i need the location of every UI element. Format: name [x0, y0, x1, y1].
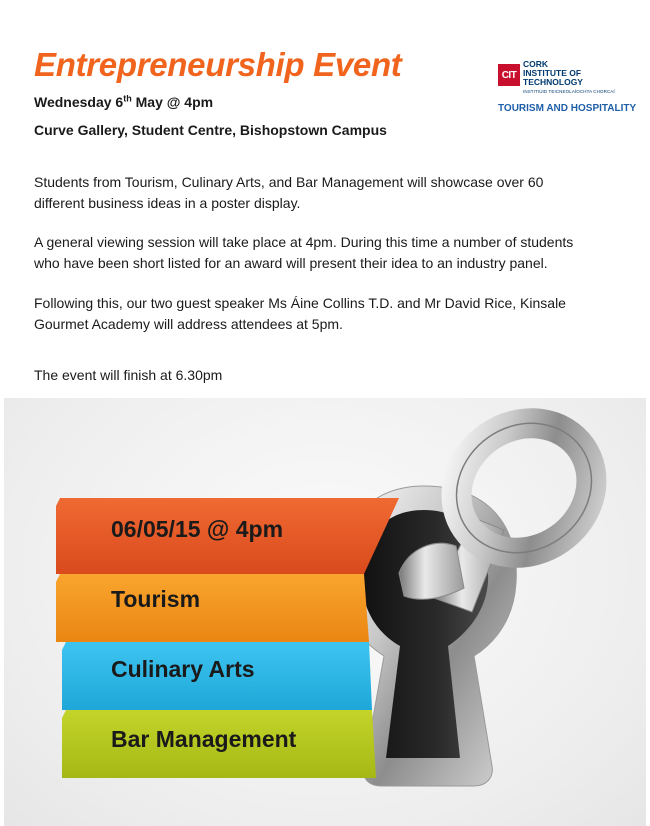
cit-logo-irish-name: INSTITIÚID TEICNEOLAÍOCHTA CHORCAÍ: [523, 89, 615, 94]
date-day: Wednesday 6: [34, 94, 124, 110]
paragraph-speakers: Following this, our two guest speaker Ms Áine Collins T.D. and Mr David Rice, Kinsale Gourmet Academy will address attendees at 5pm.: [34, 295, 566, 332]
event-date: [34, 94, 213, 110]
paragraph-finish: The event will finish at 6.30pm: [34, 367, 223, 383]
key-banner-graphic: [4, 398, 646, 826]
cit-logo-name-line1: CORK: [523, 59, 549, 69]
cit-logo-name: [523, 60, 633, 87]
event-title: Entrepreneurship Event: [34, 46, 402, 83]
event-venue: Curve Gallery, Student Centre, Bishopstown Campus: [34, 122, 387, 138]
band-bar-management-label: Bar Management: [111, 726, 297, 752]
date-time: May @ 4pm: [131, 94, 214, 110]
cit-logo: [498, 60, 638, 120]
cit-logo-name-line2: INSTITUTE OF: [523, 68, 582, 78]
paragraph-showcase: Students from Tourism, Culinary Arts, and Bar Management will showcase over 60 different business ideas in a poster display.: [34, 174, 544, 211]
band-tourism: [56, 574, 369, 642]
cit-logo-mark: CIT: [498, 64, 520, 86]
department-name: TOURISM AND HOSPITALITY: [498, 103, 637, 114]
cit-logo-name-line3: TECHNOLOGY: [523, 77, 583, 87]
paragraph-viewing: A general viewing session will take place at 4pm. During this time a number of students who have been short listed for an award will present their idea to an industry panel.: [34, 234, 574, 271]
band-tourism-label: Tourism: [111, 586, 201, 612]
key-banner-artwork: [4, 398, 646, 826]
band-culinary-arts-label: Culinary Arts: [111, 656, 255, 682]
band-date-label: 06/05/15 @ 4pm: [111, 516, 284, 542]
date-ordinal: th: [123, 93, 132, 104]
